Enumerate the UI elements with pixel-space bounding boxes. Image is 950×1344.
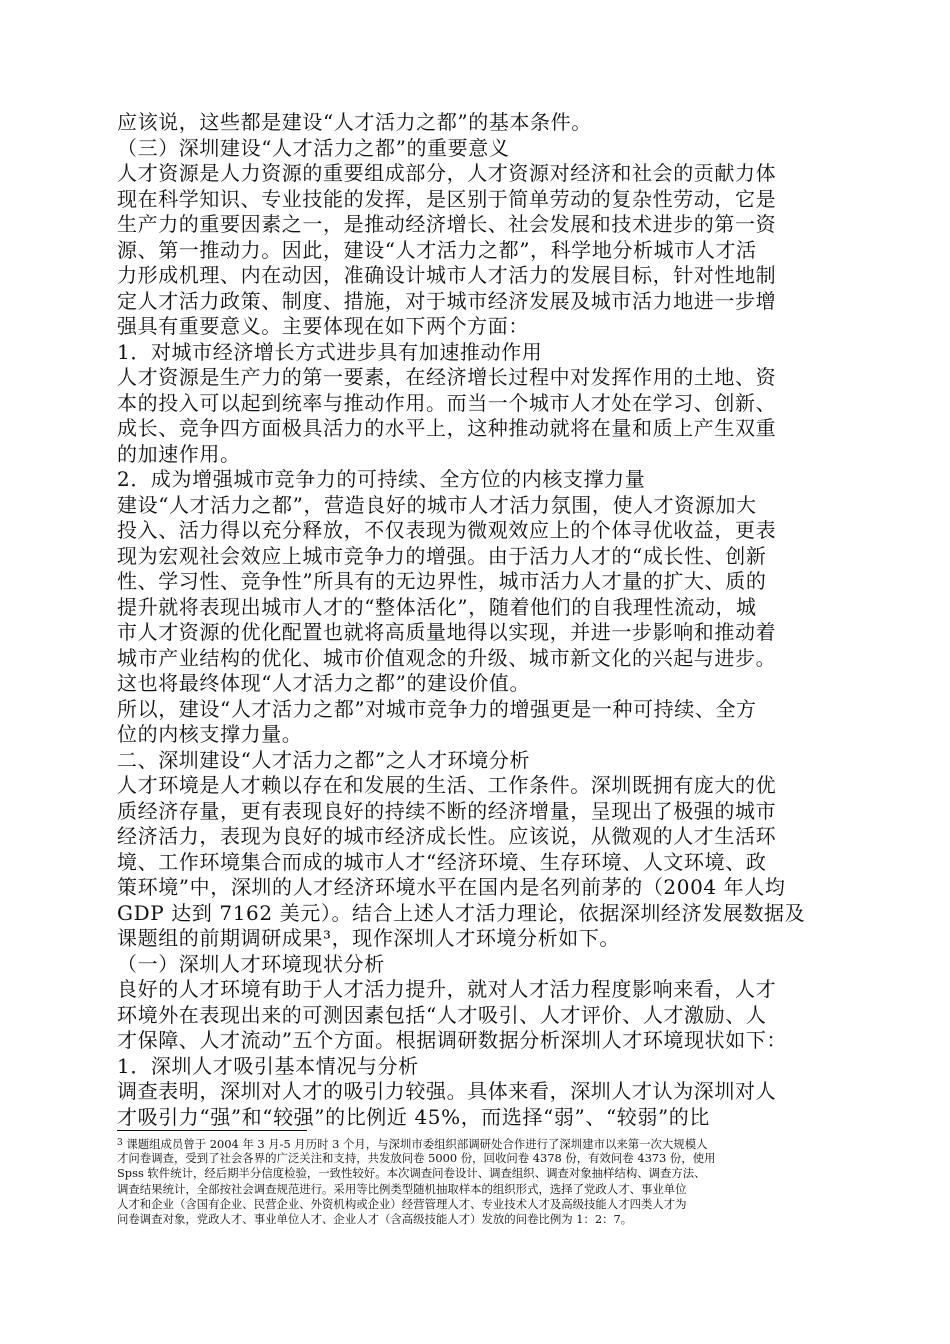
footnote-text: 课题组成员曾于 2004 年 3 月-5 月历时 3 个月，与深圳市委组织部调研处合作进行了深圳建市以来第一次大规模人: [126, 1137, 708, 1151]
body-line: 环境外在表现出来的可测因素包括“人才吸引、人才评价、人才激励、人: [117, 1002, 767, 1027]
footnote-line: 调查结果统计，全部按社会调查规范进行。采用等比例类型随机抽取样本的组织形式，选择了党政人才、事业单位: [117, 1181, 687, 1196]
section-heading: （一）深圳人才环境现状分析: [117, 951, 385, 976]
body-line: 性、学习性、竞争性”所具有的无边界性，城市活力人才量的扩大、质的: [117, 569, 767, 593]
body-line: 市人才资源的优化配置也就将高质量地得以实现，并进一步影响和推动着: [117, 620, 777, 644]
document-body: [117, 110, 837, 1130]
footnote-line: [117, 1136, 837, 1151]
footnote-line: Spss 软件统计，经后期半分信度检验，一致性较好。本次调查问卷设计、调查组织、调查对象抽样结构、调查方法、: [117, 1166, 706, 1181]
body-line: 课题组的前期调研成果³，现作深圳人才环境分析如下。: [117, 926, 621, 950]
body-line: 定人才活力政策、制度、措施，对于城市经济发展及城市活力地进一步增: [117, 288, 777, 313]
subsection-heading: 1．深圳人才吸引基本情况与分析: [117, 1053, 419, 1078]
body-line: 生产力的重要因素之一，是推动经济增长、社会发展和技术进步的第一资: [117, 212, 777, 236]
body-line: 调查表明，深圳对人才的吸引力较强。具体来看，深圳人才认为深圳对人: [117, 1079, 777, 1103]
footnote-marker: 3: [117, 1138, 123, 1148]
body-line: 应该说，这些都是建设“人才活力之都”的基本条件。: [117, 110, 592, 134]
body-line: 良好的人才环境有助于人才活力提升，就对人才活力程度影响来看，人才: [117, 977, 777, 1001]
footnote-separator: [117, 1130, 307, 1131]
body-line: 人才环境是人才赖以存在和发展的生活、工作条件。深圳既拥有庞大的优: [117, 773, 777, 797]
body-line: 力形成机理、内在动因，准确设计城市人才活力的发展目标，针对性地制: [117, 263, 777, 287]
body-line: 本的投入可以起到统率与推动作用。而当一个城市人才处在学习、创新、: [117, 390, 777, 415]
body-line: 人才资源是人力资源的重要组成部分，人才资源对经济和社会的贡献力体: [117, 161, 777, 185]
body-line: 人才资源是生产力的第一要素，在经济增长过程中对发挥作用的土地、资: [117, 365, 777, 389]
body-line: 境、工作环境集合而成的城市人才“经济环境、生存环境、人文环境、政: [117, 849, 767, 874]
footnote: [117, 1136, 837, 1227]
section-heading: 二、深圳建设“人才活力之都”之人才环境分析: [117, 747, 531, 772]
body-line: 现在科学知识、专业技能的发挥，是区别于简单劳动的复杂性劳动，它是: [117, 186, 777, 211]
subsection-heading: 2．成为增强城市竞争力的可持续、全方位的内核支撑力量: [117, 467, 646, 491]
body-line: 策环境”中，深圳的人才经济环境水平在国内是名列前茅的（2004 年人均: [117, 875, 786, 899]
body-line: 建设“人才活力之都”，营造良好的城市人才活力氛围，使人才资源加大: [117, 492, 757, 517]
subsection-heading: 1．对城市经济增长方式进步具有加速推动作用: [117, 339, 543, 364]
body-line: GDP 达到 7162 美元）。结合上述人才活力理论，依据深圳经济发展数据及: [117, 900, 806, 925]
body-line: 所以，建设“人才活力之都”对城市竞争力的增强更是一种可持续、全方: [117, 696, 757, 721]
body-line: 提升就将表现出城市人才的“整体活化”，随着他们的自我理性流动，城: [117, 594, 757, 619]
body-line: 质经济存量，更有表现良好的持续不断的经济增量，呈现出了极强的城市: [117, 798, 777, 823]
body-line: 投入、活力得以充分释放，不仅表现为微观效应上的个体寻优收益，更表: [117, 518, 777, 542]
body-line: 源、第一推动力。因此，建设“人才活力之都”，科学地分析城市人才活: [117, 237, 757, 262]
body-line: 这也将最终体现“人才活力之都”的建设价值。: [117, 671, 531, 695]
body-line: 的加速作用。: [117, 441, 241, 466]
body-line: 才吸引力“强”和“较强”的比例近 45%，而选择“弱”、“较弱”的比: [117, 1104, 711, 1129]
section-heading: （三）深圳建设“人才活力之都”的重要意义: [117, 135, 510, 160]
body-line: 现为宏观社会效应上城市竞争力的增强。由于活力人才的“成长性、创新: [117, 543, 767, 568]
footnote-line: 人才和企业（含国有企业、民营企业、外资机构或企业）经营管理人才、专业技术人才及高级技能人才四类人才为: [117, 1196, 687, 1211]
body-line: 成长、竞争四方面极具活力的水平上，这种推动就将在量和质上产生双重: [117, 416, 777, 440]
body-line: 位的内核支撑力量。: [117, 722, 303, 746]
footnote-line: 问卷调查对象，党政人才、事业单位人才、企业人才（含高级技能人才）发放的问卷比例为 1：2：7。: [117, 1211, 633, 1226]
body-line: 经济活力，表现为良好的城市经济成长性。应该说，从微观的人才生活环: [117, 824, 777, 848]
body-line: 强具有重要意义。主要体现在如下两个方面：: [117, 314, 529, 338]
footnote-line: 才问卷调查，受到了社会各界的广泛关注和支持，共发放问卷 5000 份，回收问卷 4378 份，有效问卷 4373 份，使用: [117, 1151, 716, 1166]
body-line: 才保障、人才流动”五个方面。根据调研数据分析深圳人才环境现状如下：: [117, 1028, 788, 1052]
body-line: 城市产业结构的优化、城市价值观念的升级、城市新文化的兴起与进步。: [117, 645, 777, 670]
